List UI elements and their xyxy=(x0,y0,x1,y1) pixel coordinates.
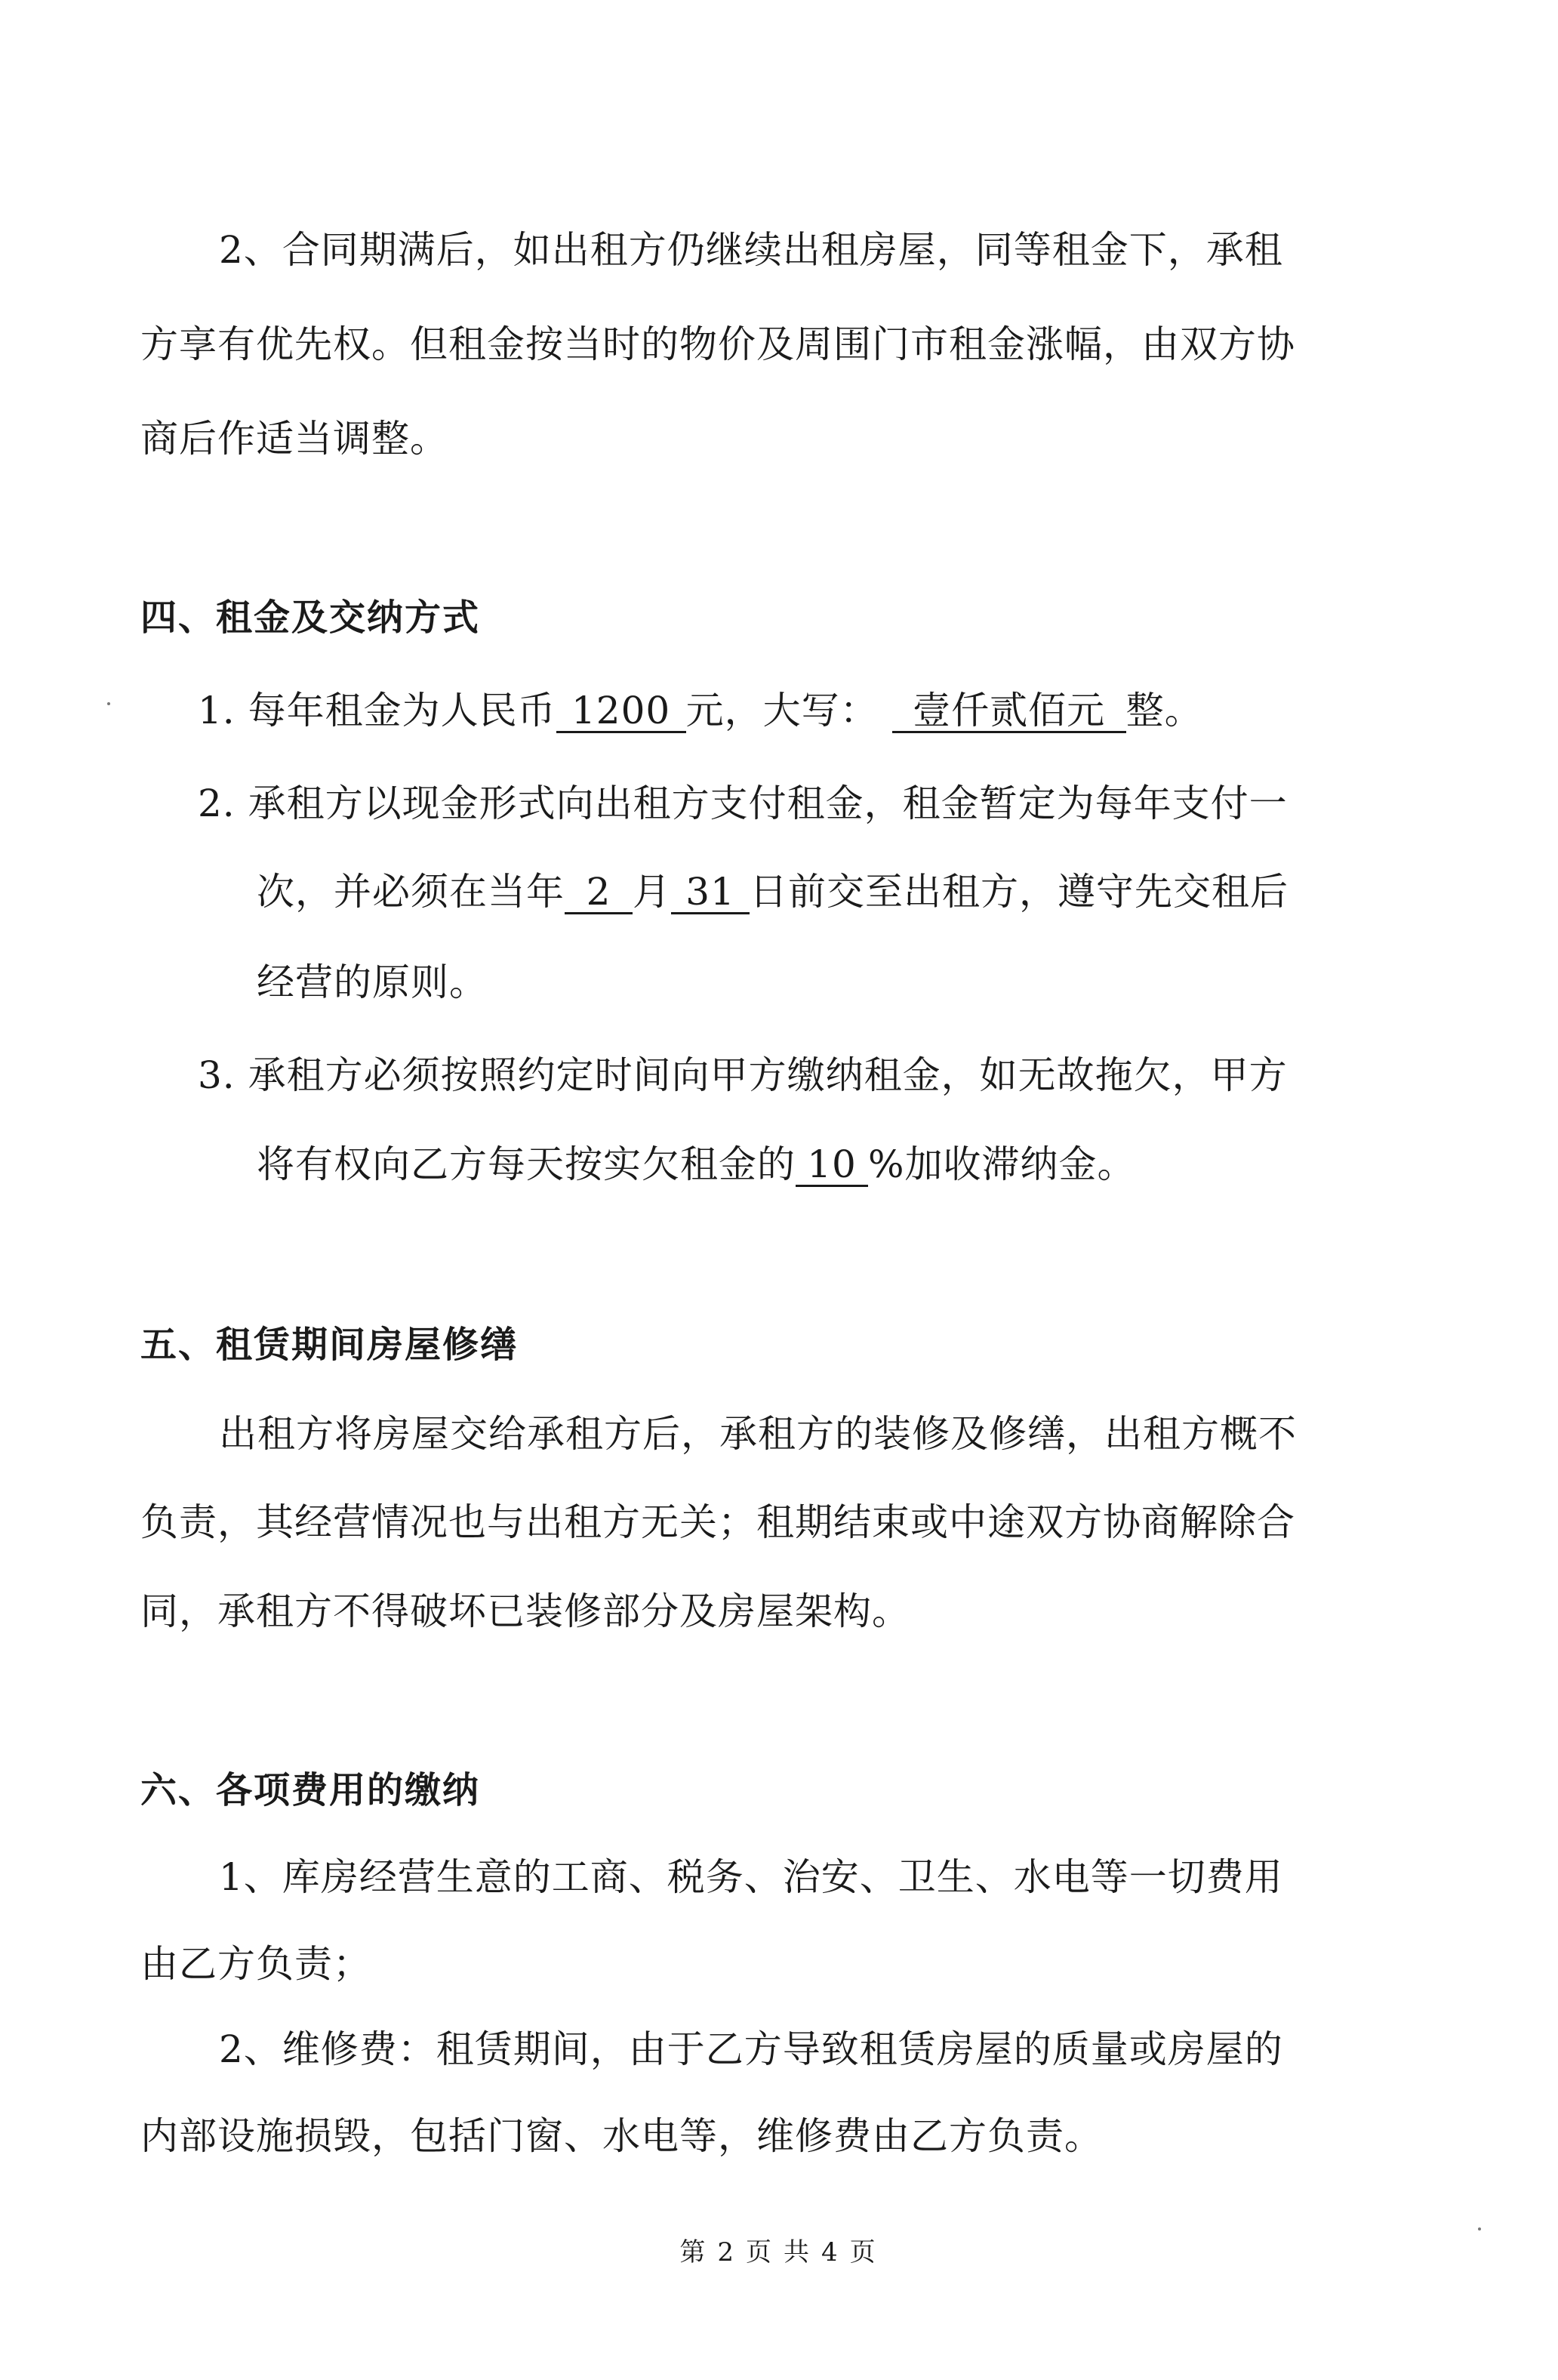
payment-day-field: 31 xyxy=(671,871,750,914)
section5-line3: 同，承租方不得破坏已装修部分及房屋架构。 xyxy=(140,1589,910,1633)
section4-item1-middle: 元，大写： xyxy=(685,689,879,732)
clause3-item2-line1: 2、合同期满后，如出租方仍继续出租房屋，同等租金下，承租 xyxy=(219,228,1283,272)
rent-amount-field: 1200 xyxy=(556,690,686,733)
late-fee-rate-field: 10 xyxy=(796,1144,868,1187)
footer-current-page: 2 xyxy=(717,2237,737,2267)
section5-line1: 出租方将房屋交给承租方后，承租方的装修及修缮，出租方概不 xyxy=(219,1412,1297,1456)
section6-item2-line1: 2、维修费：租赁期间，由于乙方导致租赁房屋的质量或房屋的 xyxy=(219,2027,1283,2071)
scan-speck xyxy=(107,702,110,705)
section4-item3-line1: 3. 承租方必须按照约定时间向甲方缴纳租金，如无故拖欠，甲方 xyxy=(198,1053,1288,1097)
rent-amount-words-field: 壹仟贰佰元 xyxy=(892,690,1126,733)
scan-speck xyxy=(1478,2227,1481,2230)
section6-item1-line2: 由乙方负责； xyxy=(140,1942,371,1986)
clause3-item2-line2: 方享有优先权。但租金按当时的物价及周围门市租金涨幅，由双方协 xyxy=(140,322,1295,366)
section5-line2: 负责，其经营情况也与出租方无关；租期结束或中途双方协商解除合 xyxy=(140,1500,1295,1544)
section4-item2-line2-prefix: 次，并必须在当年 xyxy=(257,870,565,914)
page-footer xyxy=(0,2231,1558,2268)
section4-item1-prefix: 1. 每年租金为人民币 xyxy=(198,689,556,732)
clause3-item2-line3: 商后作适当调整。 xyxy=(140,417,448,461)
section4-item2-line2-suffix: 日前交至出租方，遵守先交租后 xyxy=(750,870,1289,914)
payment-month-field: 2 xyxy=(565,871,633,914)
section4-heading: 四、租金及交纳方式 xyxy=(140,597,481,639)
section6-item2-line2: 内部设施损毁，包括门窗、水电等，维修费由乙方负责。 xyxy=(140,2114,1103,2158)
section4-item2-line1: 2. 承租方以现金形式向出租方支付租金，租金暂定为每年支付一 xyxy=(198,782,1288,825)
footer-di: 第 xyxy=(679,2237,709,2267)
section4-item2-line3: 经营的原则。 xyxy=(257,960,488,1004)
section4-item3-line2 xyxy=(257,1141,1136,1188)
section4-item2-line2 xyxy=(257,868,1289,915)
footer-gong: 共 xyxy=(784,2237,812,2267)
footer-ye: 页 xyxy=(746,2237,774,2267)
section5-heading: 五、租赁期间房屋修缮 xyxy=(140,1324,519,1366)
section4-item3-line2-suffix: %加收滞纳金。 xyxy=(868,1142,1136,1186)
footer-ye-end: 页 xyxy=(849,2237,879,2267)
section4-item2-month-unit: 月 xyxy=(633,870,671,914)
section4-item1-suffix: 整。 xyxy=(1125,689,1203,732)
section4-item3-line2-prefix: 将有权向乙方每天按实欠租金的 xyxy=(257,1142,796,1186)
section4-item1 xyxy=(198,687,1203,734)
section6-item1-line1: 1、库房经营生意的工商、税务、治安、卫生、水电等一切费用 xyxy=(219,1855,1283,1899)
section6-heading: 六、各项费用的缴纳 xyxy=(140,1769,481,1811)
footer-total-pages: 4 xyxy=(821,2237,841,2267)
